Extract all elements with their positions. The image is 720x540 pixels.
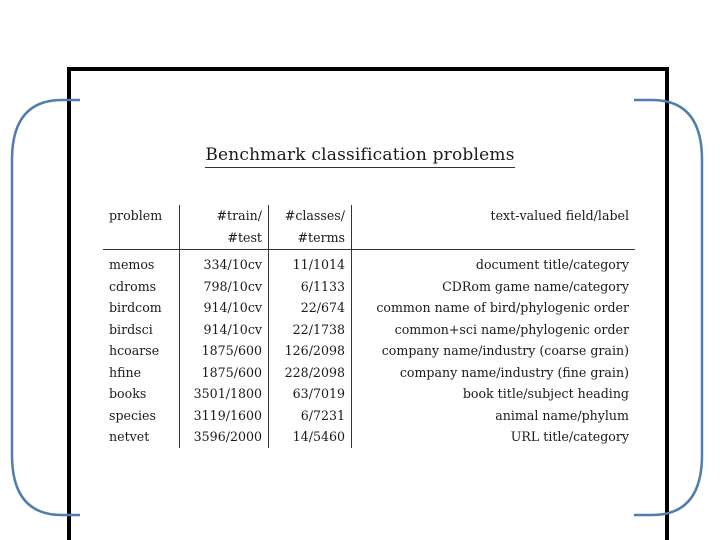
table-row [103, 362, 635, 384]
cell-problem: hfine [103, 362, 180, 384]
cell-train-test: 3596/2000 [180, 426, 269, 448]
cell-problem: birdsci [103, 319, 180, 341]
table-row [103, 405, 635, 427]
benchmark-table [103, 205, 635, 448]
cell-problem: birdcom [103, 297, 180, 319]
cell-problem: memos [103, 250, 180, 276]
header-problem: problem [103, 205, 180, 227]
cell-field-label: company name/industry (fine grain) [399, 364, 629, 380]
cell-problem: hcoarse [103, 340, 180, 362]
table-header-row [103, 205, 635, 227]
cell-field-label: company name/industry (coarse grain) [381, 343, 629, 358]
cell-field-label: common name of bird/phylogenic order [376, 300, 629, 315]
cell-classes-terms: 63/7019 [269, 383, 352, 405]
cell-train-test: 3119/1600 [180, 405, 269, 427]
header-field-label: text-valued field/label [490, 208, 629, 223]
table-header-row [103, 227, 635, 250]
cell-train-test: 798/10cv [180, 276, 269, 298]
header-cell [103, 227, 180, 250]
cell-classes-terms: 11/1014 [269, 250, 352, 276]
cell-train-test: 1875/600 [180, 340, 269, 362]
slide-title: Benchmark classification problems [0, 145, 720, 165]
table-row [103, 250, 635, 276]
cell-field-label: document title/category [475, 257, 629, 272]
cell-train-test: 334/10cv [180, 250, 269, 276]
cell-classes-terms: 14/5460 [269, 426, 352, 448]
header-classes: #classes/ [269, 205, 352, 227]
cell-problem: books [103, 383, 180, 405]
cell-classes-terms: 22/1738 [269, 319, 352, 341]
header-terms: #terms [269, 227, 352, 250]
cell-problem: cdroms [103, 276, 180, 298]
table-row [103, 426, 635, 448]
table-row [103, 319, 635, 341]
cell-train-test: 914/10cv [180, 319, 269, 341]
cell-problem: species [103, 405, 180, 427]
cell-problem: netvet [103, 426, 180, 448]
cell-classes-terms: 6/1133 [269, 276, 352, 298]
cell-field-label: URL title/category [510, 429, 629, 444]
cell-train-test: 914/10cv [180, 297, 269, 319]
cell-classes-terms: 6/7231 [269, 405, 352, 427]
table-row [103, 383, 635, 405]
cell-classes-terms: 126/2098 [269, 340, 352, 362]
cell-field-label: animal name/phylum [495, 407, 629, 423]
table-row [103, 297, 635, 319]
cell-classes-terms: 228/2098 [269, 362, 352, 384]
header-cell [352, 227, 636, 250]
cell-train-test: 1875/600 [180, 362, 269, 384]
cell-train-test: 3501/1800 [180, 383, 269, 405]
cell-field-label: common+sci name/phylogenic order [394, 321, 629, 337]
header-train: #train/ [180, 205, 269, 227]
cell-field-label: CDRom game name/category [442, 278, 629, 294]
cell-field-label: book title/subject heading [462, 386, 629, 401]
cell-classes-terms: 22/674 [269, 297, 352, 319]
table-row [103, 340, 635, 362]
table-row [103, 276, 635, 298]
header-test: #test [180, 227, 269, 250]
